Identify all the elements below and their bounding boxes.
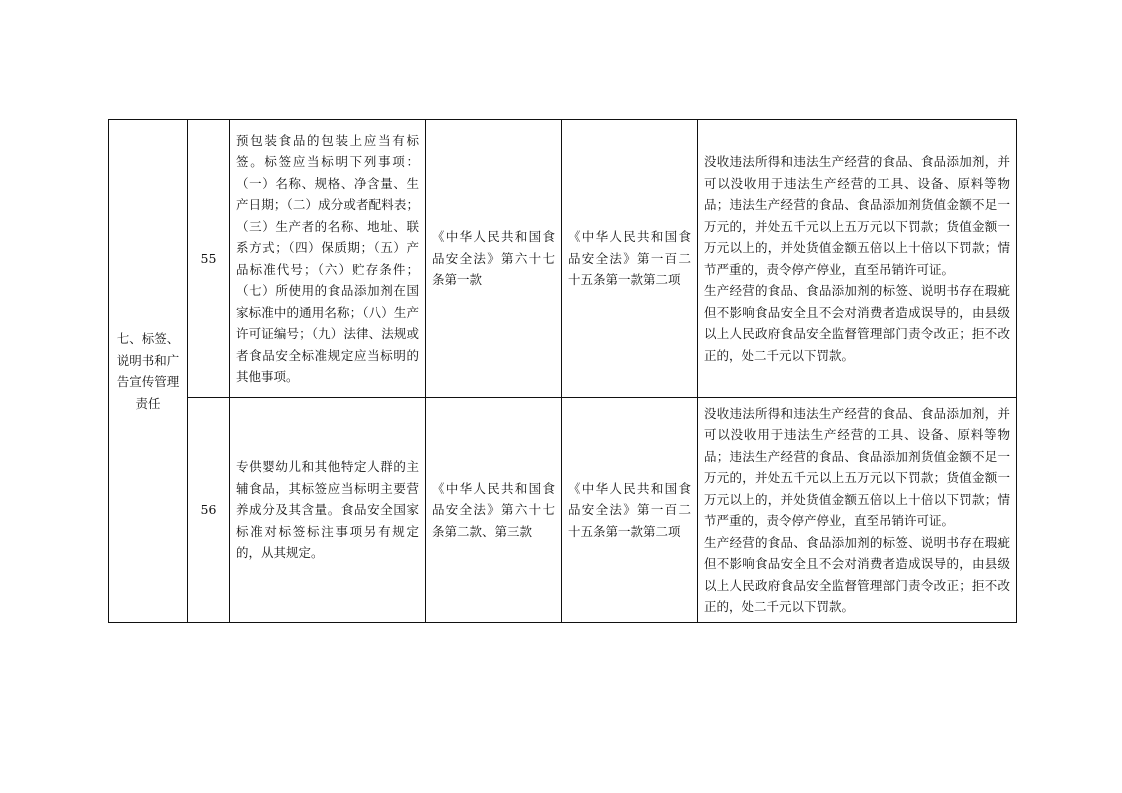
table-row (109, 398, 1017, 623)
penalty-paragraph: 没收违法所得和违法生产经营的食品、食品添加剂，并可以没收用于违法生产经营的工具、设备、原料等物品；违法生产经营的食品、食品添加剂货值金额不足一万元的，并处五千元以上五万元以下罚款；货值金额一万元以上的，并处货值金额五倍以上十倍以下罚款；情节严重的，责令停产停业，直至吊销许可证。 (704, 154, 1010, 277)
table-row (109, 120, 1017, 398)
category-cell: 七、标签、说明书和广告宣传管理责任 (109, 120, 188, 623)
requirement-cell: 专供婴幼儿和其他特定人群的主辅食品，其标签应当标明主要营养成分及其含量。食品安全国家标准对标签标注事项另有规定的，从其规定。 (230, 398, 426, 623)
requirement-cell: 预包装食品的包装上应当有标签。标签应当标明下列事项：（一）名称、规格、净含量、生产日期；（二）成分或者配料表；（三）生产者的名称、地址、联系方式；（四）保质期；（五）产品标准代号；（六）贮存条件；（七）所使用的食品添加剂在国家标准中的通用名称；（八）生产许可证编号；（九）法律、法规或者食品安全标准规定应当标明的其他事项。 (230, 120, 426, 398)
item-number: 55 (188, 120, 230, 398)
penalty-paragraph: 生产经营的食品、食品添加剂的标签、说明书存在瑕疵但不影响食品安全且不会对消费者造成误导的，由县级以上人民政府食品安全监督管理部门责令改正；拒不改正的，处二千元以下罚款。 (704, 534, 1010, 614)
penalty-basis-cell: 《中华人民共和国食品安全法》第一百二十五条第一款第二项 (562, 120, 698, 398)
item-number: 56 (188, 398, 230, 623)
legal-basis-cell: 《中华人民共和国食品安全法》第六十七条第一款 (426, 120, 562, 398)
penalty-basis-cell: 《中华人民共和国食品安全法》第一百二十五条第一款第二项 (562, 398, 698, 623)
penalty-paragraph: 没收违法所得和违法生产经营的食品、食品添加剂，并可以没收用于违法生产经营的工具、设备、原料等物品；违法生产经营的食品、食品添加剂货值金额不足一万元的，并处五千元以上五万元以下罚款；货值金额一万元以上的，并处货值金额五倍以上十倍以下罚款；情节严重的，责令停产停业，直至吊销许可证。 (704, 405, 1010, 528)
penalty-cell (698, 398, 1017, 623)
penalty-cell (698, 120, 1017, 398)
legal-basis-cell: 《中华人民共和国食品安全法》第六十七条第二款、第三款 (426, 398, 562, 623)
regulation-table (108, 119, 1017, 623)
penalty-paragraph: 生产经营的食品、食品添加剂的标签、说明书存在瑕疵但不影响食品安全且不会对消费者造成误导的，由县级以上人民政府食品安全监督管理部门责令改正；拒不改正的，处二千元以下罚款。 (704, 283, 1010, 363)
